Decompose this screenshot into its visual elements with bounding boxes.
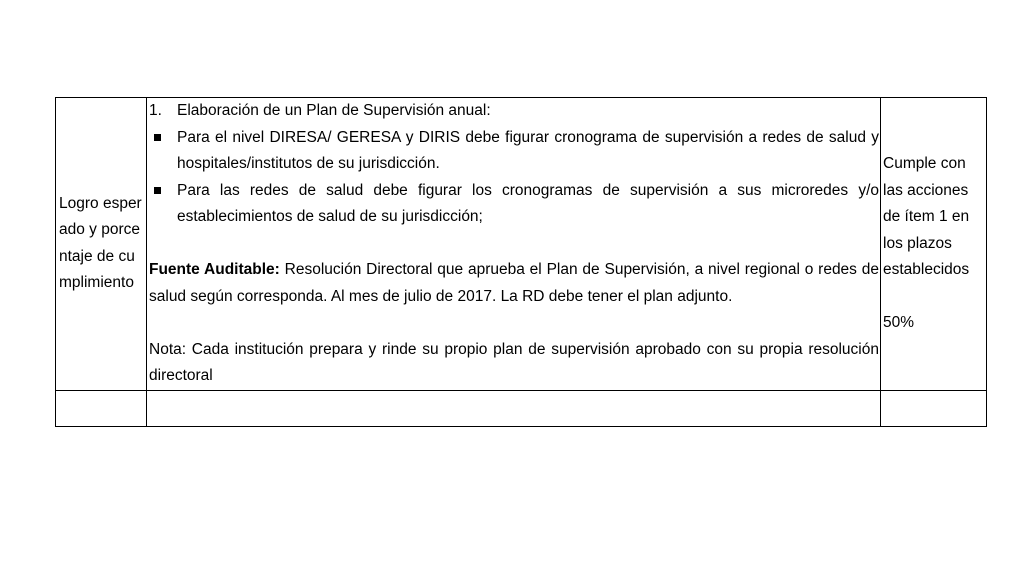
status-percent: 50% [883,314,915,331]
bullet-text: Para el nivel DIRESA/ GERESA y DIRIS debe figurar cronograma de supervisión a redes de salud y hospitales/institutos de su jurisdicción. [177,128,879,172]
spacer [883,284,985,311]
square-bullet-icon [149,125,177,178]
status-cell [881,98,987,391]
spacer [149,310,879,337]
fuente-label: Fuente Auditable: [149,261,280,278]
nota-paragraph: Nota: Cada institución prepara y rinde su propio plan de supervisión aprobado con su propia resolución directoral [149,340,879,384]
bullet-item [149,178,879,231]
table-row [56,98,987,391]
label-cell [56,98,147,391]
numbered-item [149,98,879,125]
empty-cell [881,390,987,426]
square-bullet-icon [149,178,177,231]
empty-cell [56,390,147,426]
table-row-empty [56,390,987,426]
bullet-text: Para las redes de salud debe figurar los cronogramas de supervisión a sus microredes y/o establecimientos de salud de su jurisdicción; [177,181,879,225]
fuente-text: Resolución Directoral que aprueba el Plan de Supervisión, a nivel regional o redes de salud según corresponda. Al mes de julio de 2017. La RD debe tener el plan adjunto. [149,261,879,305]
item-title: Elaboración de un Plan de Supervisión anual: [177,102,491,119]
description-cell [147,98,881,391]
label-text: Logro esperado y porcentaje de cumplimiento [59,194,142,292]
spacer [149,231,879,258]
fuente-paragraph [149,257,879,310]
status-text: Cumple con las acciones de ítem 1 en los plazos establecidos [883,155,970,278]
empty-cell [147,390,881,426]
bullet-item [149,125,879,178]
item-number: 1. [149,102,162,119]
evaluation-table [55,97,987,427]
